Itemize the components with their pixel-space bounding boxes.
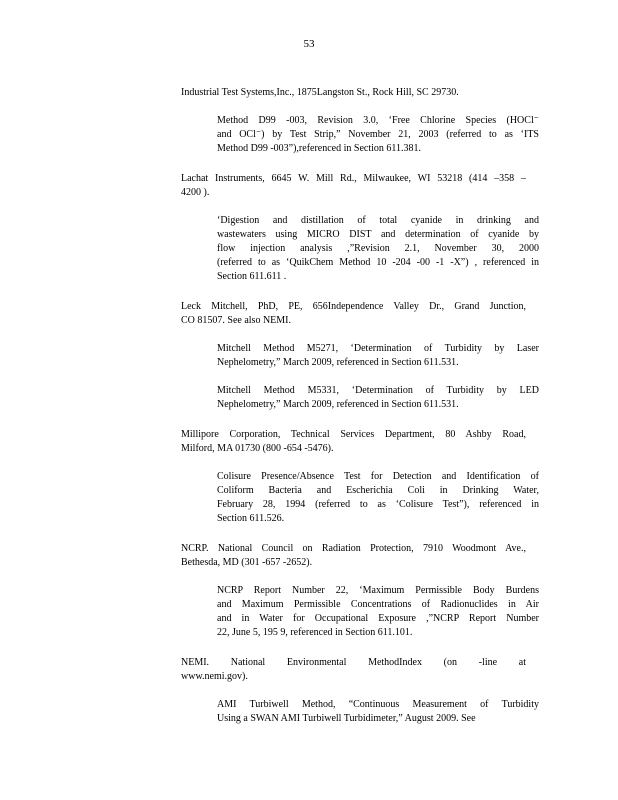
text-line: Nephelometry,” March 2009, referenced in Section 611.531. (217, 399, 459, 410)
text-line: 4200 ). (181, 187, 210, 198)
text-line: Section 611.611 . (217, 271, 287, 282)
reference-entry (181, 86, 543, 156)
text-line: Mitchell Method M5331, ‘Determination of Turbidity by LED (217, 385, 539, 396)
organization-citation (181, 428, 526, 456)
organization-citation (181, 542, 526, 570)
text-line: and OCl⁻) by Test Strip,” November 21, 2003 (referred to as ‘ITS (217, 129, 539, 140)
text-line: and Maximum Permissible Concentrations of Radionuclides in Air (217, 599, 539, 610)
text-line: www.nemi.gov). (181, 671, 248, 682)
reference-entry (181, 428, 543, 526)
text-line: NCRP Report Number 22, ‘Maximum Permissible Body Burdens (217, 585, 539, 596)
text-line: Method D99 -003, Revision 3.0, ‘Free Chlorine Species (HOCl⁻ (217, 115, 539, 126)
text-line: Bethesda, MD (301 -657 -2652). (181, 557, 313, 568)
text-line: Using a SWAN AMI Turbiwell Turbidimeter,” August 2009. See (217, 713, 476, 724)
reference-entry (181, 542, 543, 640)
organization-citation (181, 656, 526, 684)
method-citation (217, 342, 539, 370)
text-line: CO 81507. See also NEMI. (181, 315, 291, 326)
method-citation (217, 470, 539, 526)
text-line: 22, June 5, 195 9, referenced in Section 611.101. (217, 627, 413, 638)
text-line: Millipore Corporation, Technical Services Department, 80 Ashby Road, (181, 429, 526, 440)
method-citation (217, 698, 539, 726)
reference-entry (181, 172, 543, 284)
text-line: and in Water for Occupational Exposure ,”NCRP Report Number (217, 613, 539, 624)
text-line: Coliform Bacteria and Escherichia Coli in Drinking Water, (217, 485, 539, 496)
text-line: Leck Mitchell, PhD, PE, 656Independence Valley Dr., Grand Junction, (181, 301, 526, 312)
method-citation (217, 584, 539, 640)
page-number: 53 (303, 38, 315, 50)
text-line: Mitchell Method M5271, ‘Determination of Turbidity by Laser (217, 343, 539, 354)
organization-citation (181, 86, 526, 100)
reference-entry (181, 300, 543, 412)
organization-citation (181, 300, 526, 328)
text-line: wastewaters using MICRO DIST and determination of cyanide by (217, 229, 539, 240)
text-line: Lachat Instruments, 6645 W. Mill Rd., Milwaukee, WI 53218 (414 –358 – (181, 173, 526, 184)
text-line: Colisure Presence/Absence Test for Detection and Identification of (217, 471, 539, 482)
method-citation (217, 384, 539, 412)
organization-citation (181, 172, 526, 200)
text-line: Section 611.526. (217, 513, 285, 524)
text-line: (referred to as ‘QuikChem Method 10 -204 -00 -1 -X”) , referenced in (217, 257, 539, 268)
text-line: Industrial Test Systems,Inc., 1875Langston St., Rock Hill, SC 29730. (181, 87, 459, 98)
method-citation (217, 114, 539, 156)
text-line: Nephelometry,” March 2009, referenced in Section 611.531. (217, 357, 459, 368)
reference-entry (181, 656, 543, 726)
text-line: AMI Turbiwell Method, “Continuous Measurement of Turbidity (217, 699, 539, 710)
text-line: February 28, 1994 (referred to as ‘Colisure Test”), referenced in (217, 499, 539, 510)
reference-list (181, 86, 543, 742)
text-line: flow injection analysis ,”Revision 2.1, November 30, 2000 (217, 243, 539, 254)
text-line: Method D99 -003”),referenced in Section 611.381. (217, 143, 422, 154)
text-line: Milford, MA 01730 (800 -654 -5476). (181, 443, 334, 454)
method-citation (217, 214, 539, 284)
text-line: ‘Digestion and distillation of total cyanide in drinking and (217, 215, 539, 226)
text-line: NCRP. National Council on Radiation Protection, 7910 Woodmont Ave., (181, 543, 526, 554)
text-line: NEMI. National Environmental MethodIndex (on -line at (181, 657, 526, 668)
